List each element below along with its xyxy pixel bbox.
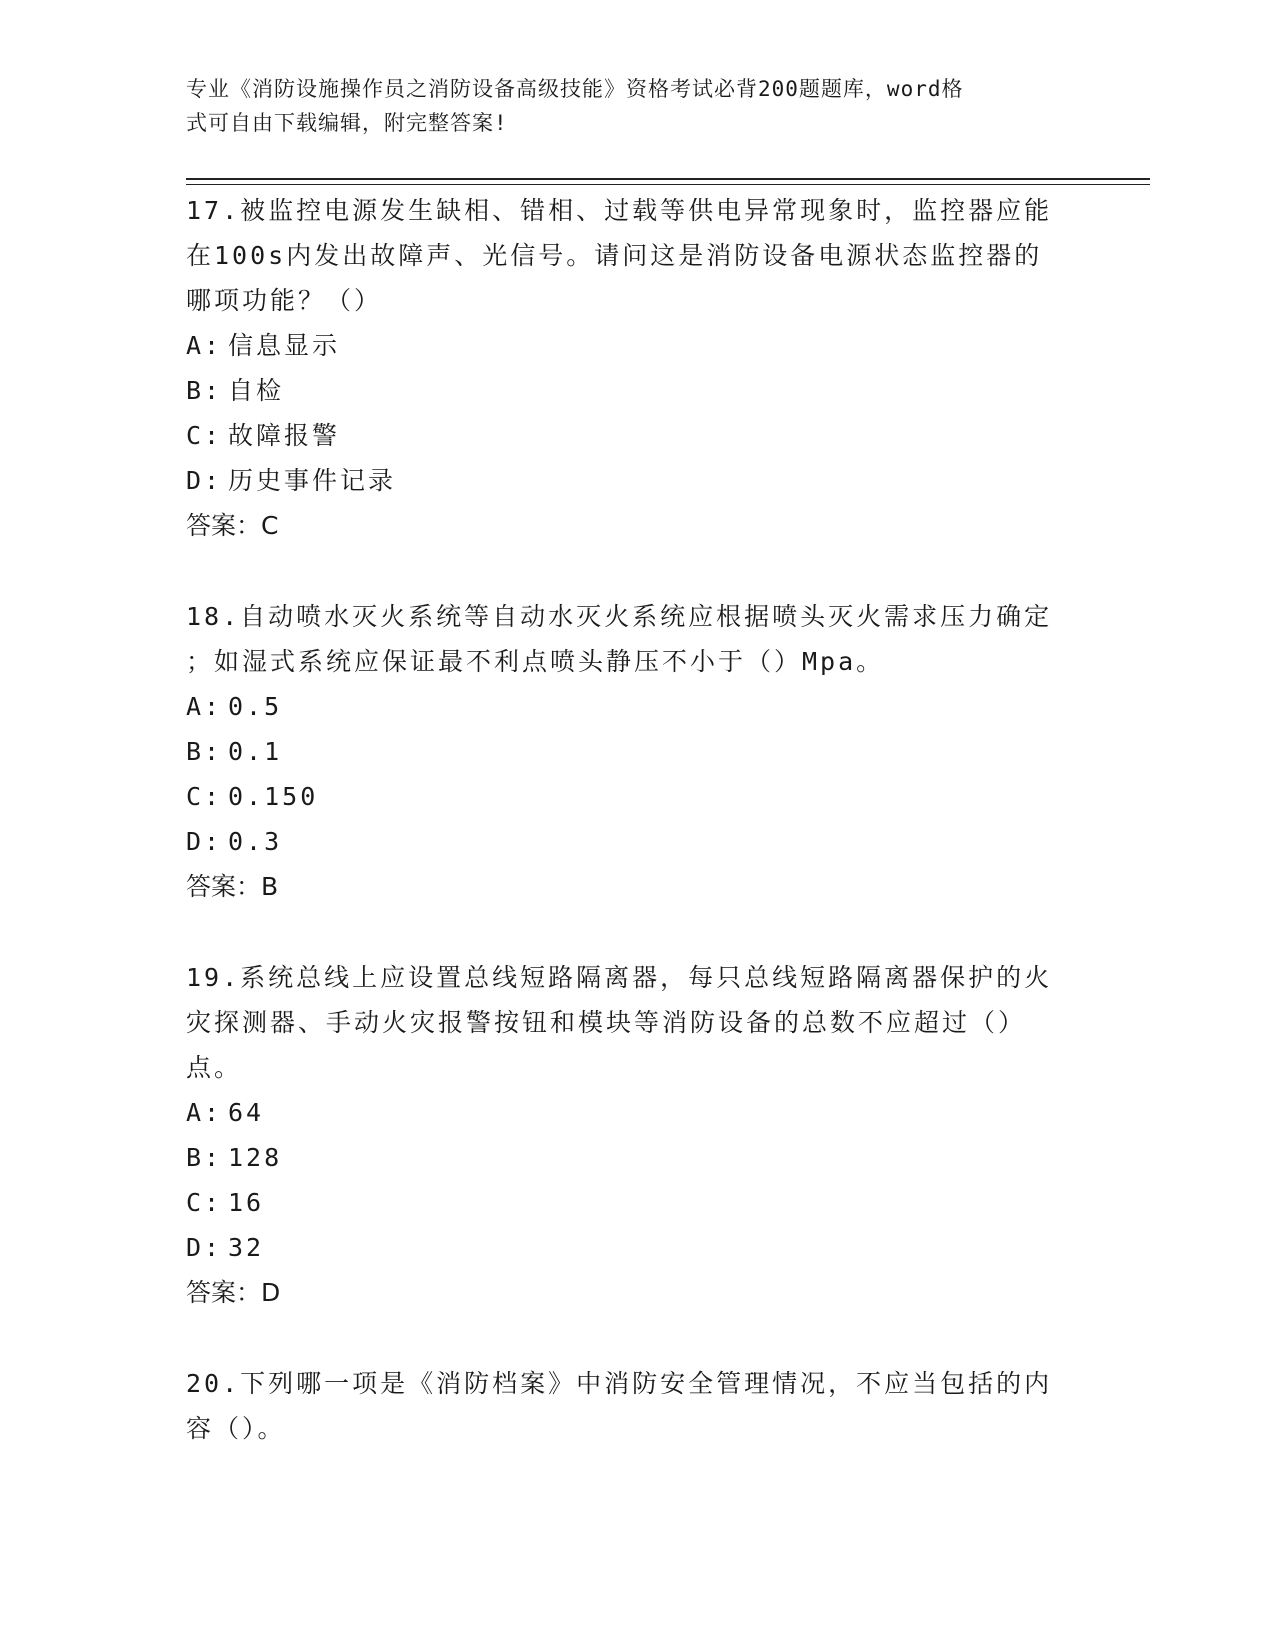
question-line: 19.系统总线上应设置总线短路隔离器，每只总线短路隔离器保护的火: [186, 963, 1053, 992]
header-line: 式可自由下载编辑，附完整答案!: [186, 111, 508, 135]
option-key: C:: [186, 421, 223, 450]
question-line: 点。: [186, 1053, 243, 1082]
option-text: 信息显示: [228, 331, 341, 360]
question-line: 在100s内发出故障声、光信号。请问这是消防设备电源状态监控器的: [186, 241, 1043, 270]
option-text: 16: [228, 1188, 265, 1217]
option-d: [186, 819, 1086, 864]
answer-line: 答案：C: [186, 511, 279, 540]
option-key: B:: [186, 376, 223, 405]
option-text: 0.1: [228, 737, 283, 766]
question-line: ；如湿式系统应保证最不利点喷头静压不小于（）Mpa。: [186, 647, 885, 676]
option-key: D:: [186, 466, 223, 495]
option-c: [186, 1180, 1086, 1225]
question-line: 18.自动喷水灭火系统等自动水灭火系统应根据喷头灭火需求压力确定: [186, 602, 1053, 631]
header-rule-thick: [186, 178, 1150, 180]
option-key: D:: [186, 1233, 223, 1262]
option-key: A:: [186, 1098, 223, 1127]
option-d: [186, 458, 1086, 503]
option-d: [186, 1225, 1086, 1270]
option-text: 历史事件记录: [228, 466, 397, 495]
question-line: 哪项功能？（）: [186, 286, 383, 315]
document-header: [186, 72, 1066, 140]
option-key: A:: [186, 331, 223, 360]
option-b: [186, 1135, 1086, 1180]
option-c: [186, 413, 1086, 458]
option-key: C:: [186, 782, 223, 811]
option-key: C:: [186, 1188, 223, 1217]
option-key: D:: [186, 827, 223, 856]
option-text: 128: [228, 1143, 283, 1172]
option-key: A:: [186, 692, 223, 721]
option-c: [186, 774, 1086, 819]
question-block: [186, 188, 1086, 548]
option-text: 32: [228, 1233, 265, 1262]
option-text: 0.150: [228, 782, 319, 811]
option-text: 64: [228, 1098, 265, 1127]
option-b: [186, 729, 1086, 774]
question-line: 17.被监控电源发生缺相、错相、过载等供电异常现象时，监控器应能: [186, 196, 1053, 225]
option-text: 自检: [228, 376, 285, 405]
question-list: [186, 188, 1086, 1497]
question-block: [186, 594, 1086, 909]
option-key: B:: [186, 1143, 223, 1172]
answer-line: 答案：D: [186, 1278, 281, 1307]
question-block: [186, 955, 1086, 1315]
option-b: [186, 368, 1086, 413]
option-a: [186, 1090, 1086, 1135]
option-text: 0.5: [228, 692, 283, 721]
question-line: 20.下列哪一项是《消防档案》中消防安全管理情况，不应当包括的内: [186, 1369, 1053, 1398]
option-a: [186, 684, 1086, 729]
question-line: 容（）。: [186, 1414, 286, 1443]
header-line: 专业《消防设施操作员之消防设备高级技能》资格考试必背200题题库，word格: [186, 77, 964, 101]
option-text: 故障报警: [228, 421, 341, 450]
header-rule-thin: [186, 184, 1150, 185]
answer-line: 答案：B: [186, 872, 279, 901]
option-text: 0.3: [228, 827, 283, 856]
option-key: B:: [186, 737, 223, 766]
question-block: [186, 1361, 1086, 1451]
question-line: 灾探测器、手动火灾报警按钮和模块等消防设备的总数不应超过（）: [186, 1008, 1027, 1037]
option-a: [186, 323, 1086, 368]
